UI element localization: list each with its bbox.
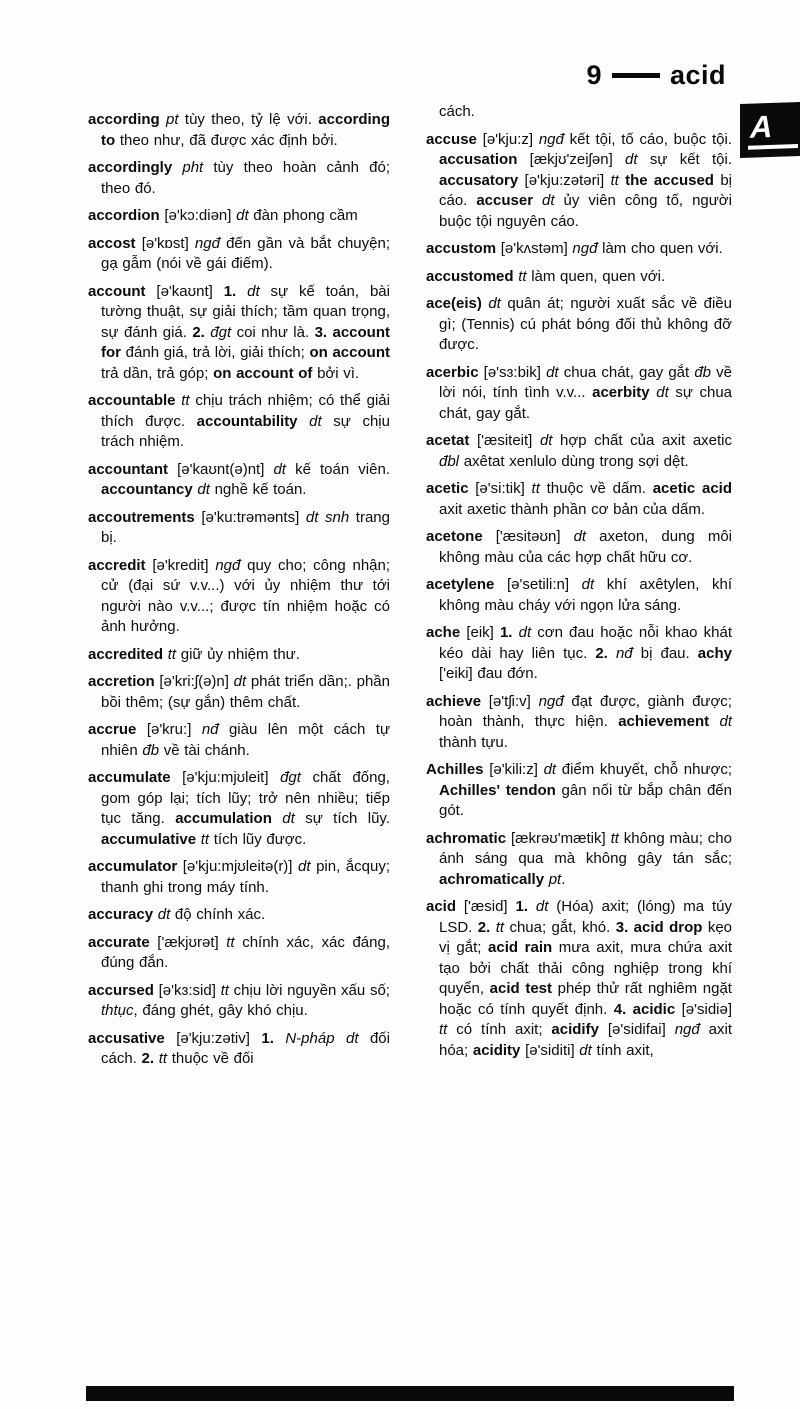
dict-entry-accountable: accountable tt chịu trách nhiệm; có thể giải thích được. accountability dt sự chịu trách nhiệm. [88,392,390,450]
dict-entry-according: according pt tùy theo, tỷ lệ với. according to theo như, đã được xác định bởi. [88,111,390,149]
dict-entry-accuracy: accuracy dt độ chính xác. [88,906,266,923]
dict-entry-accredited: accredited tt giữ ủy nhiệm thư. [88,645,300,663]
dict-entry-acid: acid ['æsid] 1. dt (Hóa) axit; (lóng) ma túy LSD. 2. tt chua; gắt, khó. 3. acid drop kẹo vị gắt; acid rain mưa axit, mưa chứa axit tạo bởi chất thải công nghiệp trong khí quyển, acid test phép thử rất nghiêm ngặt hoặc có tính quyết định. 4. acidic [ə'sidiə] tt có tính axit; acidify [ə'sidifai] ngđ axit hóa; acidity [ə'siditi] dt tính axit, [426,898,733,1059]
dict-entry-accountant: accountant [ə'kaʊnt(ə)nt] dt kế toán viên. accountancy dt nghề kế toán. [88,460,390,498]
dict-entry-ace: ace(eis) dt quân át; người xuất sắc về điều gì; (Tennis) cú phát bóng đối thủ không đỡ được. [426,295,732,353]
page-number: 9 [586,60,602,90]
dict-entry-accoutrements: accoutrements [ə'ku:trəmənts] dt snh trang bị. [88,508,390,546]
dict-entry-accumulator: accumulator [ə'kju:mjʊleitə(r)] dt pin, ắcquy; thanh ghi trong máy tính. [88,858,390,896]
dict-entry-accursed: accursed [ə'kɜ:sid] tt chịu lời nguyền xấu số; thtục, đáng ghét, gây khó chịu. [88,981,390,1019]
dict-entry-accrue: accrue [ə'kru:] nđ giàu lên một cách tự nhiên đb về tài chánh. [88,721,390,759]
entry-continuation: cách. [439,103,475,120]
dict-entry-accredit: accredit [ə'kredit] ngđ quy cho; công nhận; cử (đại sứ v.v...) với ủy nhiệm thư tới người nào v.v...; được tín nhiệm hoặc có ảnh hưởng. [88,556,391,635]
letter-tab-a [740,102,800,158]
dict-entry-acetone: acetone ['æsitəʊn] dt axeton, dung môi không màu của các hợp chất hữu cơ. [426,528,732,566]
dict-entry-accumulate: accumulate [ə'kju:mjʊleit] đgt chất đống, gom góp lại; tích lũy; trở nên nhiều; tiếp tục tăng. accumulation dt sự tích lũy. accumulative tt tích lũy được. [88,769,390,848]
bottom-rule-bar [86,1386,734,1401]
letter-tab-label: A [748,110,798,150]
dict-entry-account: account [ə'kaʊnt] 1. dt sự kế toán, bài tường thuật, sự giải thích; tầm quan trọng, sự đánh giá. 2. đgt coi như là. 3. account for đánh giá, trả lời, giải thích; on account trả dần, trả góp; on account of bởi vì. [88,282,390,382]
dict-entry-accurate: accurate ['ækjʊrət] tt chính xác, xác đáng, đúng đắn. [88,933,390,971]
dict-entry-acetylene: acetylene [ə'setili:n] dt khí axêtylen, khí không màu cháy với ngọn lửa sáng. [426,576,732,614]
dict-entry-accretion: accretion [ə'kri:ʃ(ə)n] dt phát triển dần;. phần bồi thêm; (sự gắn) thêm chất. [88,673,390,711]
dict-entry-acetic: acetic [ə'si:tik] tt thuộc về dấm. acetic acid axit axetic thành phần cơ bản của dấm. [426,480,732,518]
dict-entry-accustomed: accustomed tt làm quen, quen với. [426,267,666,285]
page-header [586,60,726,91]
dict-entry-accusative: accusative [ə'kju:zətiv] 1. N-pháp dt đối cách. 2. tt thuộc về đối [88,1029,390,1067]
dictionary-column-right [426,102,732,1068]
dict-entry-ache: ache [eik] 1. dt cơn đau hoặc nỗi khao khát kéo dài hay liên tục. 2. nđ bị đau. achy ['eiki] đau đớn. [426,624,732,682]
dict-entry-accordingly: accordingly pht tùy theo hoàn cảnh đó; theo đó. [88,159,391,197]
dict-entry-achilles: Achilles [ə'kili:z] dt điểm khuyết, chỗ nhược; Achilles' tendon gân nối từ bắp chân đến gót. [426,761,732,819]
dictionary-column-left [88,110,390,1077]
guide-word: acid [669,60,726,90]
dict-entry-acerbic: acerbic [ə'sɜ:bik] dt chua chát, gay gắt đb về lời nói, tính tình v.v... acerbity dt sự chua chát, gay gắt. [426,363,732,422]
dict-entry-achromatic: achromatic [ækrəʊ'mætik] tt không màu; cho ánh sáng qua mà không gây tán sắc; achromatically pt. [426,829,732,888]
dict-entry-accordion: accordion [ə'kɔ:diən] dt đàn phong cầm [88,207,358,224]
dict-entry-accustom: accustom [ə'kʌstəm] ngđ làm cho quen với. [426,240,723,257]
dict-entry-acetat: acetat ['æsiteit] dt hợp chất của axit axetic đbl axêtat xenlulo dùng trong sợi dệt. [426,432,732,470]
header-dash-rule [612,73,660,78]
dict-entry-accost: accost [ə'kɒst] ngđ đến gần và bắt chuyện; gạ gẫm (nói về gái điếm). [88,234,390,272]
dict-entry-achieve: achieve [ə'tʃi:v] ngđ đạt được, giành được; hoàn thành, thực hiện. achievement dt thành tựu. [426,692,733,751]
dict-entry-accuse: accuse [ə'kju:z] ngđ kết tội, tố cáo, buộc tội. accusation [ækjʊ'zeiʃən] dt sự kết tội. accusatory [ə'kju:zətəri] tt the accused bị cáo. accuser dt ủy viên công tố, người buộc tội nguyên cáo. [426,130,732,230]
